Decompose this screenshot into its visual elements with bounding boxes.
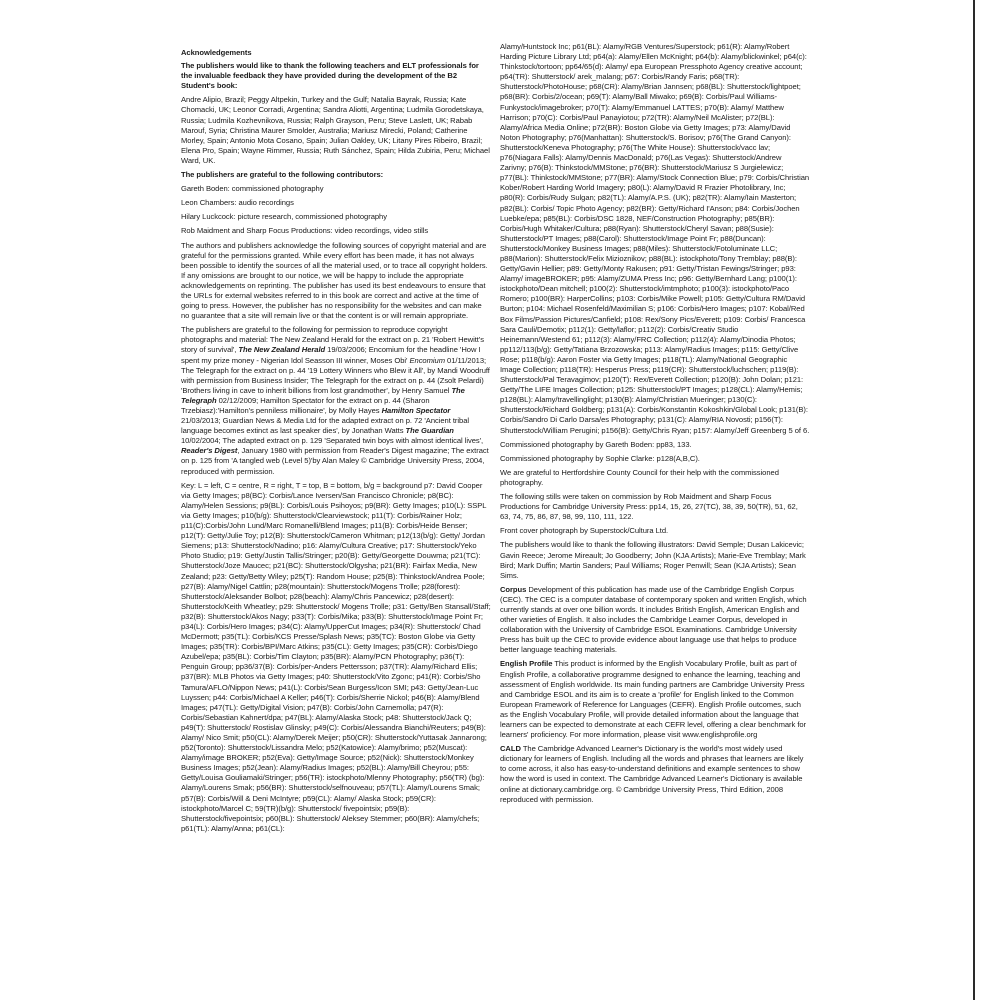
hertfordshire-thanks: We are grateful to Hertfordshire County Council for their help with the commissioned photography.: [500, 467, 779, 487]
corpus-paragraph: Corpus Development of this publication has made use of the Cambridge English Corpus (CEC). The CEC is a computer database of contemporary spoken and written English, which currently stands at over one billion words. It includes British English, American English and other varieties of English. It also includes the Cambridge Learner Corpus, developed in collaboration with the University of Cambridge ESOL Examinations. Cambridge University Press has built up the CEC to provide evidence about language use that helps to produce better language teaching materials.: [500, 584, 807, 655]
contributors-heading: The publishers are grateful to the following contributors:: [181, 170, 384, 180]
photo-credits-key: Key: L = left, C = centre, R = right, T = top, B = bottom, b/g = background p7: David Cooper via Getty Images; p8(BC): Corbis/Lance Iversen/San Francisco Chronicle; p8(BC): Alamy/Helen Sessions; p9(BL): Corbis/Louis Psihoyos; p9(BR): Getty Images; p10(L): SSPL via Getty Images; p10(b/g): Shutterstock/Clearviewstock; p11(T): Corbis/Rainer Holz; p11(C):Corbis/John Lund/Marc Romanelli/Blend Images; p11(B): Corbis/Heide Benser; p12(T): Getty/Julie Toy; p12(B): Shutterstock/Cameron Whitman; p12(13(b/g): Getty/ Jordan Siemens; p13: Shutterstock/Nadino; p16: Alamy/Cultura Creative; p17: Shutterstock/Yeko Photo Studio; p19: Getty/Justin Tallis/Stringer; p20(B): Getty/Georgette Douwma; p21(TC): Shutterstock/Joze Maucec; p21(BC): Shutterstock/Olgysha; p21(BR): Fairfax Media, New Zealand; p23: Getty/Betty Wiley; p25(T): Random House; p25(B): Thinkstock/Andrea Poole; p27(B): Alamy/Nigel Cattlin; p28(mountain): Shutterstock/Mogens Trolle; p28(forest): Shutterstock/Aleksander Bolbot; p28(beach): Alamy/Chris Pancewicz; p28(desert): Shutterstock/Keith Wheatley; p29: Shutterstock/ Mogens Trolle; p31: Getty/Ben Stansall/Staff; p32(B): Shutterstock/Akos Nagy; p33(T): Corbis/Mika; p33(B): Shutterstock/Image Point Fr; p34(L): Corbis/Hero Images; p34(C): Alamy/UpperCut Images; p34(R): Shutterstock/ Chad McDermott; p35(TL): Corbis/KCS Presse/Splash News; p35(TC): Boston Globe via Getty Images; p35(TR): Corbis/BPI/Marc Atkins; p35(CL): Getty Images; p35(CR): Corbis/Diego Azubel/epa; p35(BL): Corbis/Tim Clayton; p35(BR): Alamy/PCN Photography; p36(T): Penguin Group; pp36/37(B): Corbis/per-Anders Pettersson; p37(TR): Alamy/Richard Ellis; p37(BR): MLB Photos via Getty Images; p40: Shutterstock/Vito Zgonc; p41(R): Corbis/Sho Tamura/AFLO/Nippon News; p41(L): Corbis/Sean Burgess/Icon SMI; p43: Getty/Jean-Luc Luyssen; p44: Corbis/Michael A Keller; p46(T): Corbis/Sherrie Nickol; p46(B): Alamy/Blend Images; p47(TL): Getty/Digital Vision; p47(B): Corbis/John Carnemolla; p47(R): Corbis/Sebastian Kahnert/dpa; p47(BL): Alamy/Alaska Stock; p48: Shutterstock/Jack Q; p49(T): Shutterstock/ Rostislav Glinsky; p49(C): Corbis/Alessandra Bianchi/Reuters; p49(B): Alamy/ Nico Smit; p50(CL): Alamy/Derek Meijer; p50(CR): Shutterstock/Yuttasak Jannarong; p52(Toronto): Shutterstock/Lissandra Melo; p52(Katowice): Alamy/brimo; p52(Muscat): Alamy/image BROKER; p52(Eva): Getty/Image Source; p52(Nick): Shutterstock/Monkey Business Images; p52(Jean): Alamy/Radius Images; p52(BL): Alamy/Bill Cheyrou; p55: Getty/Louisa Gouliamaki/Stringer; p56(TR): istockphoto/Mlenny Photography; p56(TR) (bg): Alamy/Lourens Smak; p56(BR): Shutterstock/selfnouveau; p57(TL): Alamy/Lourens Smak; p57(B): Corbis/Will & Deni McIntyre; p59(CL): Alamy/ Alaska Stock; p59(CR): istockphoto/Marcel C; 59(TR)(b/g): Shutterstock/ fivepointsix; p59(B): Shutterstock/fivepointsix; p60(BL): Shutterstock/ Aleksey Stemmer; p60(BR): Alamy/chefs; p61(TL): Alamy/Anna; p61(CL):: [181, 480, 491, 833]
commissioned-photography-boden: Commissioned photography by Gareth Boden: pp83, 133.: [500, 439, 692, 449]
copyright-sources: The authors and publishers acknowledge the following sources of copyright material and are grateful for the permissions granted. While every effort has been made, it has not always been possible to identify the sources of all the material used, or to trace all copyright holders. If any omissions are brought to our notice, we will be happy to include the appropriate acknowledgements on reprinting. The publisher has used its best endeavours to ensure that the URLs for external websites referred to in this book are correct and active at the time of going to press. However, the publisher has no responsibility for the websites and can make no guarantee that a site will remain live or that the content is or will remain appropriate.: [181, 240, 488, 321]
commissioned-photography-clarke: Commissioned photography by Sophie Clarke: p128(A,B,C).: [500, 453, 700, 463]
teachers-intro: The publishers would like to thank the following teachers and ELT professionals for the invaluable feedback they have provided during the development of the B2 Student's book:: [181, 61, 479, 91]
front-cover-credit: Front cover photograph by Superstock/Cultura Ltd.: [500, 526, 669, 536]
photo-credits-continued: Alamy/Huntstock Inc; p61(BL): Alamy/RGB Ventures/Superstock; p61(R): Alamy/Robert Harding Picture Library Ltd; p64(a): Alamy/Ellen McKnight; p64(b): Alamy/blickwinkel; p64(c): Thinkstock/tortoon; pp64/65(d): Alamy/ epa European Pressphoto Agency creative account; p64(TR): Shutterstock/ arek_malang; p67: Corbis/Randy Faris; p68(TR): Shutterstock/PhotoHouse; p68(CR): Alamy/Brian Jannsen; p68(BL): Shutterstock/lightpoet; p68(BR): Corbis/2/ocean; p69(T): Alamy/Ball Miwako; p69(B): Corbis/Paul Williams- Funkystock/imagebroker; p70(T): Alamy/Emmanuel LATTES; p70(B): Alamy/ Matthew Harrison; p70(C): Corbis/Paul Panayiotou; p72(TR): Alamy/Neil McAlister; p72(BL): Alamy/Africa Media Online; p72(BR): Boston Globe via Getty Images; p73: Alamy/David Noton Photography; p76(Manhattan): Shutterstock/S. Borisov; p76(The Grand Canyon): Shutterstock/Keneva Photography; p76(The White House): Shutterstock/vacc lav; p76(Niagara Falls): Alamy/Dennis MacDonald; p76(Las Vegas): Shutterstock/Andrew Zarivny; p76(B): Thinkstock/MMStone; p76(BR): Shutterstock/Mariusz S Jurgielewicz; p77(BL): Thinkstock/MMStone; p77(BR): Alamy/Stock Connection Blue; p79: Corbis/Christian Kober/Robert Harding World Imagery; p80(L): Alamy/David R Frazier Photolibrary, Inc; p80(R): Corbis/Rudy Sulgan; p82(TL): Alamy/A.P.S. (UK); p82(TR): Alamy/Iain Masterton; p82(BL): Corbis/ Topic Photo Agency; p82(BR): Getty/Richard I'Anson; p84: Corbis/Jochen Luebke/epa; p85(BL): Corbis/DSC 1828, NEF/Construction Photography; p85(BR): Corbis/Hugh Whitaker/Cultura; p88(Ryan): Shutterstock/Cheryl Savan; p88(Susie): Shutterstock/PT Images; p88(Carol): Shutterstock/Image Point Fr; p88(Duncan): Shutterstock/Monkey Business Images; p88(Miles): Shutterstock/Fotoluminate LLC; p88(Marion): Shutterstock/Felix Mizioznikov; p88(BL): istockphoto/Tony Tremblay; p88(B): Getty/Gavin Hellier; p89: Getty/Monty Rakusen; p91: Getty/Tristan Fewings/Stringer; p93: Alamy/ imageBROKER; p95: Alamy/ZUMA Press Inc; p96: Getty/Bernhard Lang; p100(1): istockphoto/Dean mitchell; p100(2): Shutterstock/imtmphoto; p100(3): istockphoto/Paco Romero; p100(BR): HarperCollins; p103: Corbis/Mike Powell; p105: Getty/Cultura RM/David Burton; p104: Michael Rosenfeld/Maximilian S; p106: Corbis/Hero Images; p107: Kobal/Red Box Films/Passion Pictures/Canfield; p108: Rex/Sony Pics/Everett; p109: Corbis/ Francesca Sara Cauli/Demotix; p112(1): Getty/laflor; p112(2): Corbis/Creativ Studio Heinemann/Westend 61; p112(3): Alamy/FRC Collection; p112(4): Alamy/Dinodia Photos; pp112/113(b/g): Getty/Tatiana Brzozowska; p113: Alamy/Radius Images; p115: Getty/Clive Rose; p118(b/g): Aaron Foster via Getty Images; p118(TL): Alamy/National Geographic Image Collection; p118(TR): Hesperus Press; p119(CR): Shutterstock/luchschen; p119(B): Shutterstock/Pal Teravagimov; p120(T): Rex/Everett Collection; p120(B): John Dolan; p121: Getty/The LIFE Images Collection; p125: Shutterstock/PT Images; p128(CL): Alamy/Hemis; p128(BL): Alamy/travellinglight; p130(B): Alamy/Christian Mueringer; p130(C): Shutterstock/Richard Goldberg; p131(A): Corbis/Konstantin Kokoshkin/Global Look; p131(B): Corbis/Sandro Di Carlo Darsa/es Photography; p131(C): Alamy/RIA Novosti; p156(T): Shutterstock/William Perugini; p156(B): Getty/Chris Ryan; p157: Alamy/Jeff Greenberg 5 of 6.: [500, 42, 810, 435]
english-profile-paragraph: English Profile This product is informed by the English Vocabulary Profile, built as part of English Profile, a collaborative programme designed to enhance the learning, teaching and assessment of English worldwide. Its main funding partners are Cambridge University Press and Cambridge ESOL and its aim is to create a 'profile' for English linked to the Common European Framework of Reference for Languages (CEFR). English Profile outcomes, such as the English Vocabulary Profile, will provide detailed information about the language that learners can be expected to demonstrate at each CEFR level, offering a clear benchmark for learners' proficiency. For more information, please visit www.englishprofile.org: [500, 659, 807, 740]
right-column: [500, 42, 810, 997]
reviewers-list: Andre Alipio, Brazil; Peggy Altpekin, Turkey and the Gulf; Natalia Bayrak, Russia; Kate Chomacki, UK; Leonor Corradi, Argentina; Sandra Aliotti, Argentina; Ludmila Gorodetskaya, Russia; Ludmila Kozhevnikova, Russia; Ralph Grayson, Peru; Steve Laslett, UK; Rabab Marouf, Syria; Christina Maurer Smolder, Australia; Mariusz Mirecki, Poland; Catherine Morley, Spain; Antonio Mota Cosano, Spain; Julian Oakley, UK; Litany Pires Ribeiro, Brazil; Elena Pro, Spain; Wayne Rimmer, Russia; Ruth Sánchez, Spain; Hilda Zubiria, Peru; Michael Ward, UK.: [181, 95, 490, 165]
contributor-item: Rob Maidment and Sharp Focus Productions: video recordings, video stills: [181, 226, 429, 236]
illustrators-credit: The publishers would like to thank the following illustrators: David Semple; Dusan Lakicevic; Gavin Reece; Jerome Mireault; Jo Goodberry; John (KJA Artists); Marie-Eve Tremblay; Mark Bird; Mark Duffin; Martin Sanders; Paul Williams; Roger Penwill; Sean (KJA Artists); Sean Sims.: [500, 540, 806, 580]
contributor-item: Leon Chambers: audio recordings: [181, 198, 294, 208]
permissions-paragraph: The publishers are grateful to the following for permission to reproduce copyright photographs and material: The New Zealand Herald for the extract on p. 21 'Robert Hewitt's story of survival', The New Zealand Herald 19/03/2006; Encomium for the headline 'How I spent my prize money - Nigerian Idol Seasson III winner, Moses Obi' Encomium 01/11/2013; The Telegraph for the extract on p. 44 '19 Lottery Winners who Blew it All', by Mandi Woodruff with permission from Business Insider; The Telegraph for the extract on p. 44 (Zsolt Pelardi) 'Brothers living in cave to inherit billions from lost grandmother', by Henry Samuel The Telegraph 02/12/2009; Hamilton Spectator for the extract on p. 44 (Sharon Trzebiasz):'Hamilton's penniless millionaire', by Molly Hayes Hamilton Spectator 21/03/2013; Guardian News & Media Ltd for the adapted extract on p. 72 'Ancient tribal language becomes extinct as last speaker dies', by Jonathan Watts The Guardian 10/02/2004; The adapted extract on p. 129 'Separated twin boys with almost identical lives', Reader's Digest, January 1980 with permission from Reader's Digest magazine; The extract on p. 125 from 'A tangled web (Level 5)'by Alan Maley © Cambridge University Press, 2004, reproduced with permission.: [181, 325, 490, 476]
contributor-item: Hilary Luckcock: picture research, commissioned photography: [181, 212, 387, 222]
cald-paragraph: CALD The Cambridge Advanced Learner's Dictionary is the world's most widely used dictionary for learners of English. Including all the words and phrases that learners are likely to come across, it also has easy-to-understand definitions and example sentences to show how the word is used in context. The Cambridge Advanced Learner's Dictionary is available online at dictionary.cambridge.org. © Cambridge University Press, Third Edition, 2008 reproduced with permission.: [500, 744, 804, 804]
contributor-item: Gareth Boden: commissioned photography: [181, 184, 324, 194]
video-stills-credit: The following stills were taken on commission by Rob Maidment and Sharp Focus Productions for Cambridge University Press: pp14, 15, 26, 27(TC), 38, 39, 50(TR), 51, 62, 63, 74, 75, 86, 87, 98, 99, 110, 111, 122.: [500, 492, 798, 522]
page-title: Acknowledgements: [181, 48, 252, 57]
left-column: [181, 48, 491, 998]
page-edge-divider: [973, 0, 975, 1000]
